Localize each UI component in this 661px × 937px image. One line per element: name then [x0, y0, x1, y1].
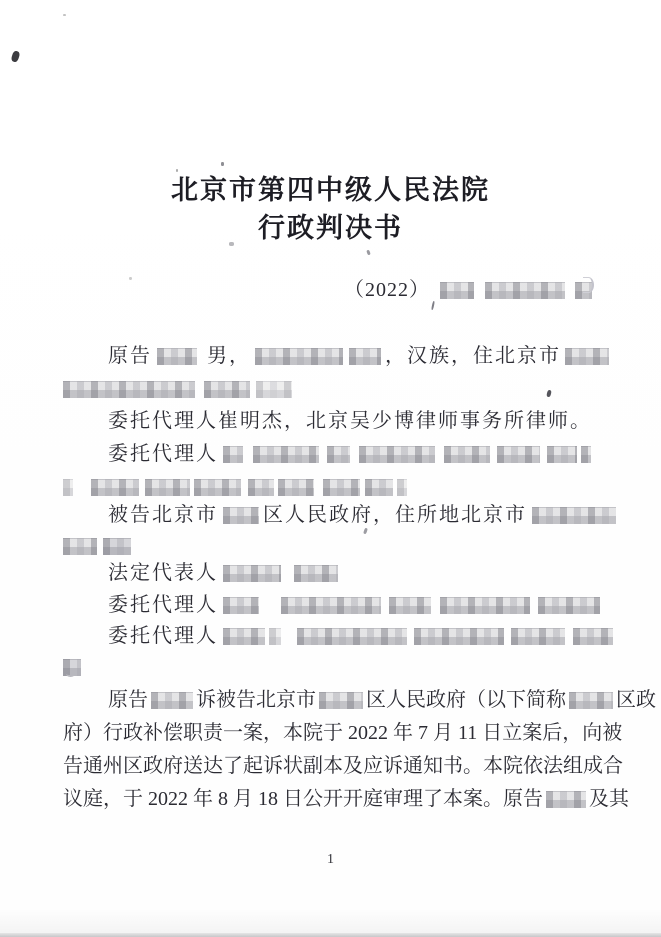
body-text: 诉被告北京市	[196, 689, 316, 711]
redaction-block	[204, 381, 250, 398]
body-text: 区政	[616, 689, 656, 711]
court-name: 北京市第四中级人民法院	[171, 175, 490, 205]
redaction-block	[581, 446, 591, 463]
redaction-block	[223, 628, 265, 645]
case-year: （2022）	[344, 279, 430, 301]
redaction-block	[63, 538, 97, 555]
redaction-block	[223, 507, 259, 524]
case-number-line	[344, 278, 592, 302]
scan-speckle	[366, 250, 371, 256]
agent-label: 委托代理人	[108, 625, 218, 647]
redaction-block	[223, 597, 259, 614]
redaction-block	[440, 597, 530, 614]
agent-label: 委托代理人	[108, 443, 218, 465]
redaction-block	[547, 446, 577, 463]
redaction-block	[294, 565, 338, 582]
scan-speckle	[66, 671, 75, 677]
scan-speckle	[221, 162, 224, 166]
redaction-block	[397, 479, 407, 496]
body-text-line: 告通州区政府送达了起诉状副本及应诉通知书。本院依法组成合	[63, 755, 623, 777]
redaction-block	[297, 628, 407, 645]
legal-representative-line	[108, 561, 338, 585]
body-text: 原告	[108, 689, 148, 711]
redaction-block	[91, 479, 139, 496]
redaction-block	[63, 479, 73, 496]
redaction-block	[349, 348, 381, 365]
plaintiff-ethnicity-residence: ，汉族，住北京市	[385, 345, 561, 367]
legal-rep-label: 法定代表人	[108, 562, 218, 584]
agent-line	[108, 593, 600, 617]
redaction-block	[569, 692, 613, 709]
agent-line	[108, 442, 591, 466]
body-text: 及其	[589, 788, 629, 810]
body-text-line	[63, 787, 629, 811]
redaction-block	[497, 446, 540, 463]
scan-edge-shadow	[0, 933, 661, 937]
redaction-block	[440, 282, 474, 299]
scan-speckle	[10, 50, 20, 63]
agent-label: 委托代理人	[108, 594, 218, 616]
redaction-block	[359, 446, 435, 463]
redaction-block	[157, 348, 197, 365]
redaction-block	[485, 282, 565, 299]
plaintiff-label: 原告	[108, 345, 152, 367]
agent-line-continued	[63, 475, 407, 499]
agent-cui-line: 委托代理人崔明杰，北京吴少博律师事务所律师。	[108, 410, 592, 432]
redaction-block	[151, 692, 193, 709]
body-text-line	[108, 688, 656, 712]
defendant-suffix: 区人民政府，住所地北京市	[263, 504, 527, 526]
plaintiff-line	[108, 344, 609, 368]
redaction-block	[389, 597, 431, 614]
scan-speckle	[583, 277, 594, 293]
redaction-block	[103, 538, 131, 555]
scan-speckle	[229, 242, 234, 246]
redaction-block	[194, 479, 241, 496]
redaction-block	[256, 381, 292, 398]
redaction-block	[327, 446, 350, 463]
plaintiff-line-continued	[63, 377, 292, 401]
scan-speckle	[363, 528, 368, 535]
plaintiff-gender: 男，	[207, 345, 251, 367]
redaction-block	[248, 479, 274, 496]
redaction-block	[319, 692, 363, 709]
redaction-block	[278, 479, 314, 496]
defendant-prefix: 被告北京市	[108, 504, 218, 526]
document-type-title: 行政判决书	[258, 213, 403, 243]
redaction-block	[532, 507, 616, 524]
scan-speckle	[546, 390, 552, 398]
redaction-block	[511, 628, 565, 645]
scan-speckle	[129, 277, 132, 280]
defendant-line	[108, 503, 616, 527]
redaction-block	[223, 565, 281, 582]
redaction-block	[565, 348, 609, 365]
agent-line	[108, 624, 613, 648]
scan-speckle	[176, 169, 178, 172]
redaction-block	[444, 446, 490, 463]
redaction-block	[538, 597, 600, 614]
scan-speckle	[431, 301, 435, 310]
body-text-line: 府）行政补偿职责一案，本院于 2022 年 7 月 11 日立案后，向被	[63, 722, 623, 744]
body-text: 议庭，于 2022 年 8 月 18 日公开开庭审理了本案。原告	[63, 788, 543, 810]
redaction-block	[253, 446, 319, 463]
defendant-line-continued	[63, 534, 131, 558]
redaction-block	[63, 381, 195, 398]
scan-speckle	[63, 14, 66, 16]
redaction-block	[365, 479, 393, 496]
redaction-block	[255, 348, 343, 365]
page-number: 1	[327, 852, 334, 867]
redaction-block	[414, 628, 504, 645]
redaction-block	[323, 479, 360, 496]
redaction-block	[573, 628, 613, 645]
redaction-block	[281, 597, 381, 614]
redaction-block	[145, 479, 190, 496]
redaction-block	[546, 791, 586, 808]
redaction-block	[269, 628, 281, 645]
body-text: 区人民政府（以下简称	[366, 689, 566, 711]
redaction-block	[223, 446, 243, 463]
